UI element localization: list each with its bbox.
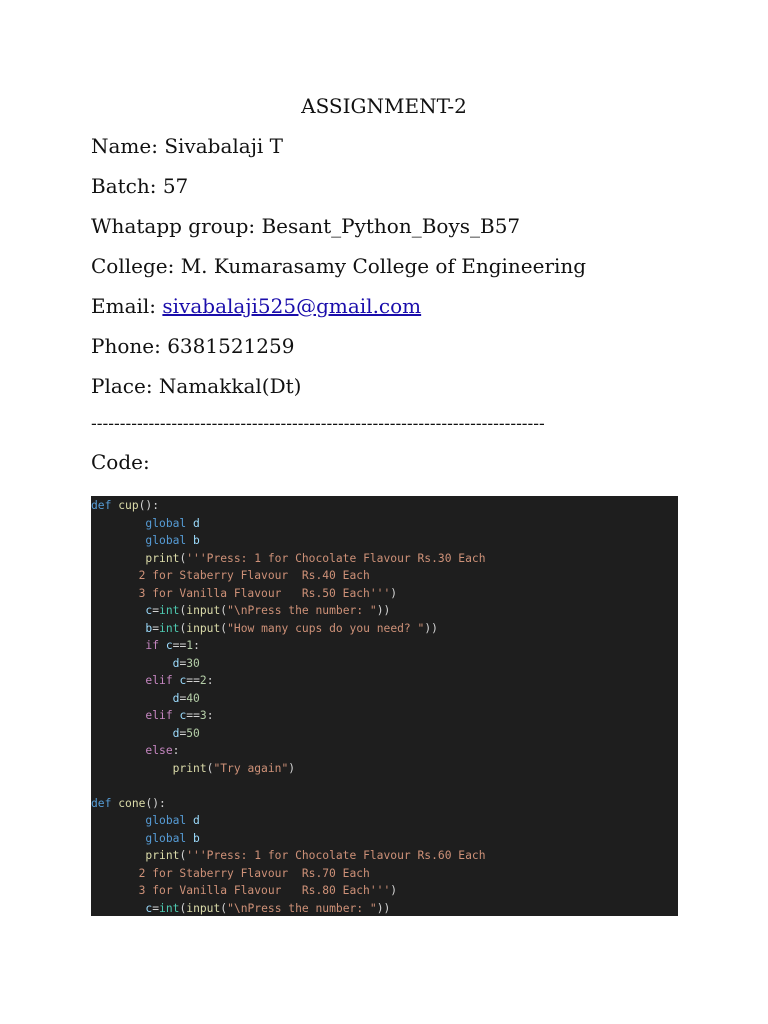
code-line: global d [145, 516, 200, 530]
code-line: else: [145, 744, 180, 757]
code-line: def cup(): [91, 499, 160, 512]
code-line: d=50 [172, 726, 200, 740]
separator-line: ------------------------------------------------------------------------------- [91, 414, 545, 434]
code-line: b=int(input("How many cups do you need? ")) [145, 621, 438, 635]
email-link[interactable]: sivabalaji525@gmail.com [162, 294, 422, 318]
code-line: c=int(input("\nPress the number: ")) [145, 901, 391, 915]
code-screenshot [91, 496, 678, 916]
code-line: elif c==3: [145, 709, 214, 722]
code-line: global b [145, 831, 200, 845]
college-line: College: M. Kumarasamy College of Engineering [91, 254, 587, 278]
code-line: d=40 [172, 691, 200, 705]
code-line: global d [145, 814, 200, 827]
code-line [91, 777, 678, 795]
code-line: print("Try again") [172, 761, 296, 775]
batch-line: Batch: 57 [91, 174, 189, 198]
code-line: c=int(input("\nPress the number: ")) [145, 604, 391, 617]
phone-line: Phone: 6381521259 [91, 334, 295, 358]
code-line: print('''Press: 1 for Chocolate Flavour Rs.30 Each [145, 551, 486, 565]
code-block [91, 496, 678, 916]
code-line: elif c==2: [145, 674, 214, 687]
email-line [91, 292, 681, 320]
email-label: Email: [91, 294, 163, 318]
code-line: 3 for Vanilla Flavour Rs.80 Each''') [138, 884, 398, 897]
code-line: print('''Press: 1 for Chocolate Flavour Rs.60 Each [145, 849, 486, 862]
code-line: def cone(): [91, 796, 166, 810]
code-line: 3 for Vanilla Flavour Rs.50 Each''') [138, 586, 398, 600]
code-line: global b [145, 534, 200, 547]
document-page [91, 92, 681, 488]
place-line: Place: Namakkal(Dt) [91, 374, 302, 398]
name-line: Name: Sivabalaji T [91, 134, 283, 158]
whatsapp-group-line: Whatapp group: Besant_Python_Boys_B57 [91, 214, 521, 238]
code-line: d=30 [172, 656, 200, 670]
code-line: 2 for Staberry Flavour Rs.40 Each [138, 569, 370, 582]
document-title: ASSIGNMENT-2 [301, 94, 467, 118]
code-line: 2 for Staberry Flavour Rs.70 Each [138, 866, 370, 880]
code-line: if c==1: [145, 639, 200, 652]
code-label: Code: [91, 450, 150, 474]
